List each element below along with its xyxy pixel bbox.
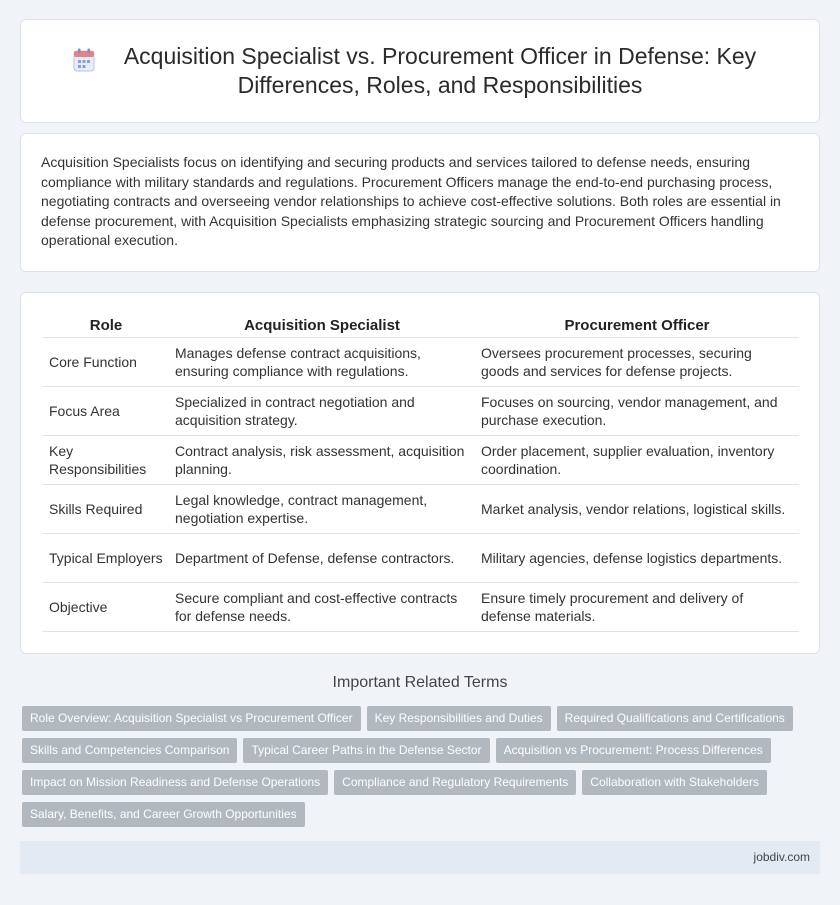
related-term-tag[interactable]: Key Responsibilities and Duties [367,706,551,731]
related-term-tag[interactable]: Salary, Benefits, and Career Growth Opportunities [22,802,305,827]
acquisition-cell: Department of Defense, defense contractors. [169,533,475,582]
related-term-tag[interactable]: Collaboration with Stakeholders [582,770,767,795]
column-header-procurement-officer: Procurement Officer [475,315,799,337]
procurement-cell: Market analysis, vendor relations, logistical skills. [475,484,799,533]
acquisition-cell: Secure compliant and cost-effective contracts for defense needs. [169,582,475,631]
intro-text: Acquisition Specialists focus on identifying and securing products and services tailored to defense needs, ensuring compliance with military standards and regulations. Procurement Officers manage the end-to-end purchasing process, negotiating contracts and overseeing vendor relationships to achieve cost-effective solutions. Both roles are essential in defense procurement, with Acquisition Specialists emphasizing strategic sourcing and Procurement Officers handling operational execution. [41,154,781,249]
role-cell: Focus Area [43,386,169,435]
acquisition-cell: Manages defense contract acquisitions, ensuring compliance with regulations. [169,337,475,386]
table-row [43,582,799,631]
role-cell: Objective [43,582,169,631]
related-terms-title: Important Related Terms [332,674,508,691]
acquisition-cell: Contract analysis, risk assessment, acquisition planning. [169,435,475,484]
acquisition-cell: Specialized in contract negotiation and acquisition strategy. [169,386,475,435]
role-cell: Typical Employers [43,533,169,582]
related-term-tag[interactable]: Typical Career Paths in the Defense Sector [243,738,489,763]
related-term-tag[interactable]: Compliance and Regulatory Requirements [334,770,576,795]
procurement-cell: Oversees procurement processes, securing goods and services for defense projects. [475,337,799,386]
calendar-icon [73,48,95,72]
intro-card [20,133,820,272]
acquisition-cell: Legal knowledge, contract management, negotiation expertise. [169,484,475,533]
related-term-tag[interactable]: Impact on Mission Readiness and Defense Operations [22,770,328,795]
table-row [43,533,799,582]
column-header-role: Role [43,315,169,337]
footer [20,841,820,874]
procurement-cell: Focuses on sourcing, vendor management, and purchase execution. [475,386,799,435]
role-cell: Core Function [43,337,169,386]
role-cell: Key Responsibilities [43,435,169,484]
footer-site-link[interactable]: jobdiv.com [753,850,810,864]
related-term-tag[interactable]: Role Overview: Acquisition Specialist vs Procurement Officer [22,706,361,731]
related-term-tag[interactable]: Required Qualifications and Certifications [557,706,793,731]
header-card [20,19,820,123]
role-cell: Skills Required [43,484,169,533]
table-header-row [43,315,799,337]
related-terms-list [22,706,822,834]
comparison-table-card [20,292,820,654]
table-row [43,435,799,484]
table-row [43,337,799,386]
procurement-cell: Order placement, supplier evaluation, inventory coordination. [475,435,799,484]
column-header-acquisition-specialist: Acquisition Specialist [169,315,475,337]
table-row [43,386,799,435]
page-title: Acquisition Specialist vs. Procurement Officer in Defense: Key Differences, Roles, and Responsibilities [123,43,757,98]
related-term-tag[interactable]: Skills and Competencies Comparison [22,738,237,763]
table-row [43,484,799,533]
procurement-cell: Ensure timely procurement and delivery of defense materials. [475,582,799,631]
comparison-table [43,315,799,632]
procurement-cell: Military agencies, defense logistics departments. [475,533,799,582]
related-term-tag[interactable]: Acquisition vs Procurement: Process Differences [496,738,771,763]
